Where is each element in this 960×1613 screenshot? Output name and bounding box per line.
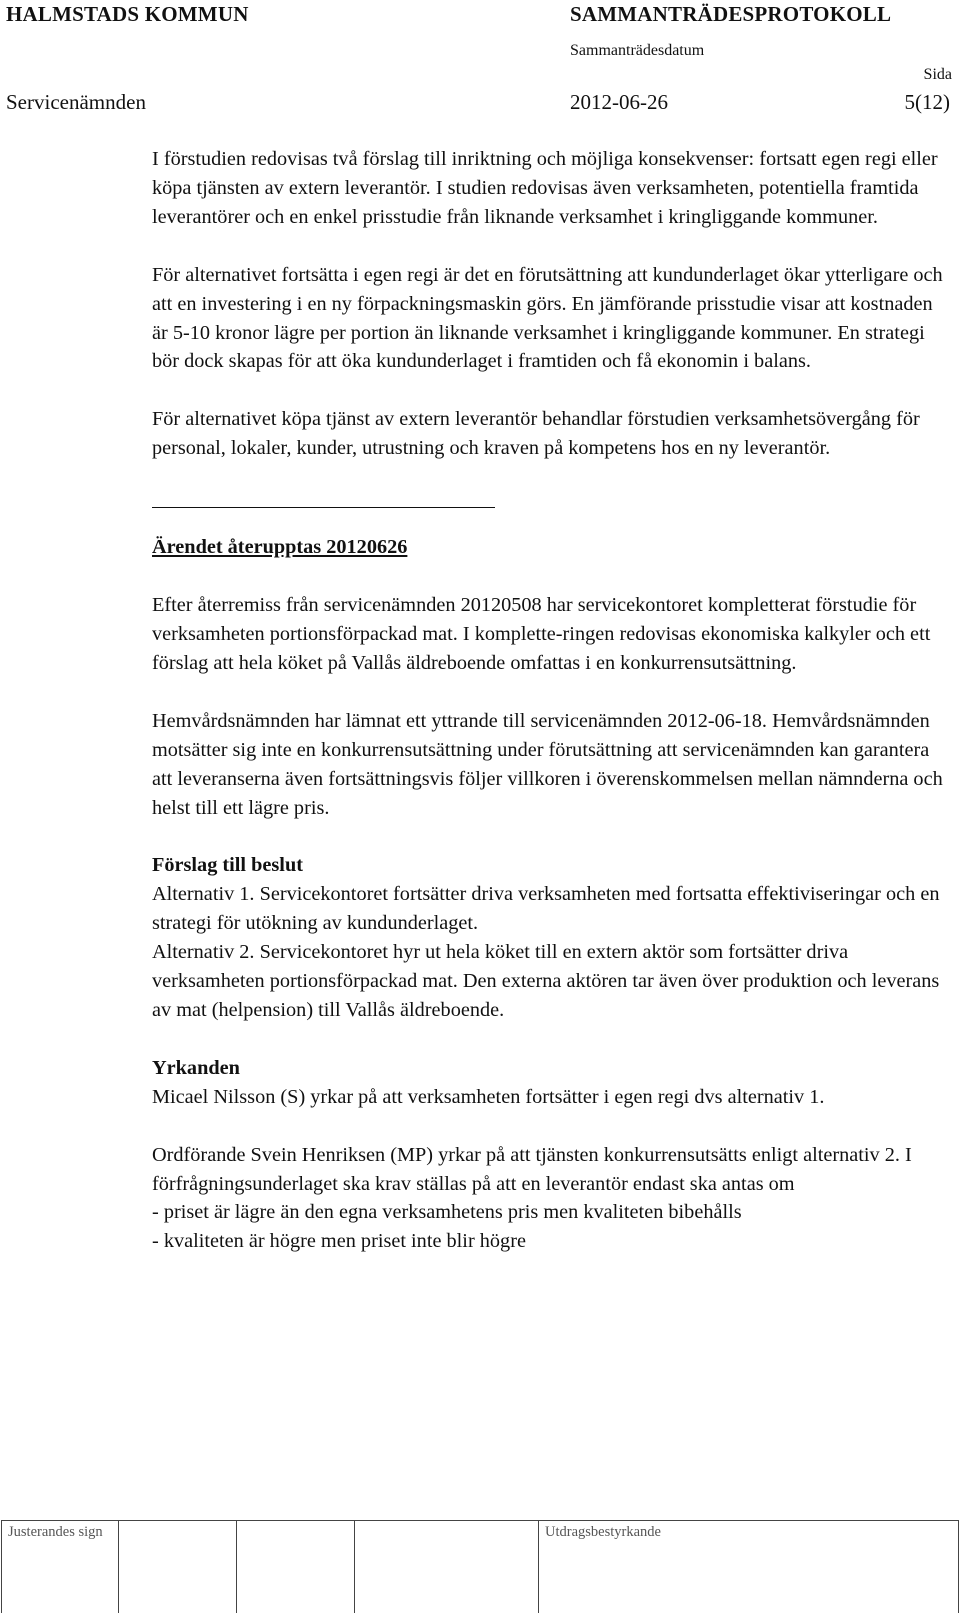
paragraph-home-care: Hemvårdsnämnden har lämnat ett yttrande till servicenämnden 2012-06-18. Hemvårdsnämnden motsätter sig inte en konkurrensutsättning under förutsättning att servicenämnden kan garantera att leveranserna även fortsättningsvis följer villkoren i överenskommelsen mellan nämnderna och helst till ett lägre pris. bbox=[152, 709, 943, 819]
heading-proposal: Förslag till beslut bbox=[152, 854, 303, 877]
paragraph-prestudy: I förstudien redovisas två förslag till inriktning och möjliga konsekvenser: fortsatt egen regi eller köpa tjänsten av extern leverantör. I studien redovisas även verksamheten, potentiella framtida leverantörer och en enkel prisstudie från liknande verksamhet i kringliggande kommuner. bbox=[152, 148, 938, 228]
paragraph-external-supplier: För alternativet köpa tjänst av extern leverantör behandlar förstudien verksamhetsövergång för personal, lokaler, kunder, utrustning och kraven på kompetens hos en ny leverantör. bbox=[152, 408, 920, 460]
signature-box-1 bbox=[1, 1520, 119, 1613]
condition-price: - priset är lägre än den egna verksamhetens pris men kvaliteten bibehålls bbox=[152, 1201, 742, 1224]
committee-name: Servicenämnden bbox=[6, 90, 146, 114]
extract-certification-label: Utdragsbestyrkande bbox=[545, 1524, 661, 1540]
extract-certification-box bbox=[539, 1520, 959, 1613]
signature-box-3 bbox=[237, 1520, 355, 1613]
meeting-date-label: Sammanträdesdatum bbox=[570, 42, 705, 59]
paragraph-supplement: Efter återremiss från servicenämnden 20120508 har servicekontoret kompletterat förstudie för verksamheten portionsförpackad mat. I komplette-ringen redovisas ekonomiska kalkyler och ett förslag att hela köket på Vallås äldreboende omfattas i en konkurrensutsättning. bbox=[152, 594, 931, 674]
claim-nilsson: Micael Nilsson (S) yrkar på att verksamheten fortsätter i egen regi dvs alternativ 1. bbox=[152, 1085, 825, 1108]
organization-name: HALMSTADS KOMMUN bbox=[6, 2, 249, 26]
heading-claims: Yrkanden bbox=[152, 1056, 240, 1079]
proposal-alternative-2: Alternativ 2. Servicekontoret hyr ut hela köket till en extern aktör som fortsätter driva verksamheten portionsförpackad mat. Den externa aktören tar även över produktion och leverans av mat (helpension) till Vallås äldreboende. bbox=[152, 941, 940, 1021]
page-label: Sida bbox=[923, 66, 952, 83]
meeting-date: 2012-06-26 bbox=[570, 90, 668, 114]
document-type: SAMMANTRÄDESPROTOKOLL bbox=[570, 2, 892, 26]
section-divider bbox=[152, 507, 495, 508]
paragraph-own-operation: För alternativet fortsätta i egen regi är det en förutsättning att kundunderlaget ökar ytterligare och att en investering i en ny förpackningsmaskin görs. En jämförande prisstudie visar att kostnaden är 5-10 kronor lägre per portion än liknande verksamhet i kringliggande kommuner. En strategi bör dock skapas för att öka kundunderlaget i framtiden och få ekonomin i balans. bbox=[152, 263, 943, 373]
signature-footer bbox=[0, 1520, 960, 1613]
heading-resumed: Ärendet återupptas 20120626 bbox=[152, 536, 408, 559]
signature-label: Justerandes sign bbox=[8, 1524, 103, 1540]
claim-henriksen: Ordförande Svein Henriksen (MP) yrkar på att tjänsten konkurrensutsätts enligt alternativ 2. I förfrågningsunderlaget ska krav ställas på att en leverantör endast ska antas om bbox=[152, 1143, 912, 1195]
condition-quality: - kvaliteten är högre men priset inte blir högre bbox=[152, 1230, 526, 1253]
document-body bbox=[152, 145, 952, 1256]
signature-box-2 bbox=[119, 1520, 237, 1613]
proposal-alternative-1: Alternativ 1. Servicekontoret fortsätter driva verksamheten med fortsatta effektiviseringar och en strategi för utökning av kundunderlaget. bbox=[152, 883, 940, 935]
page-number: 5(12) bbox=[904, 90, 950, 114]
signature-box-4 bbox=[355, 1520, 539, 1613]
